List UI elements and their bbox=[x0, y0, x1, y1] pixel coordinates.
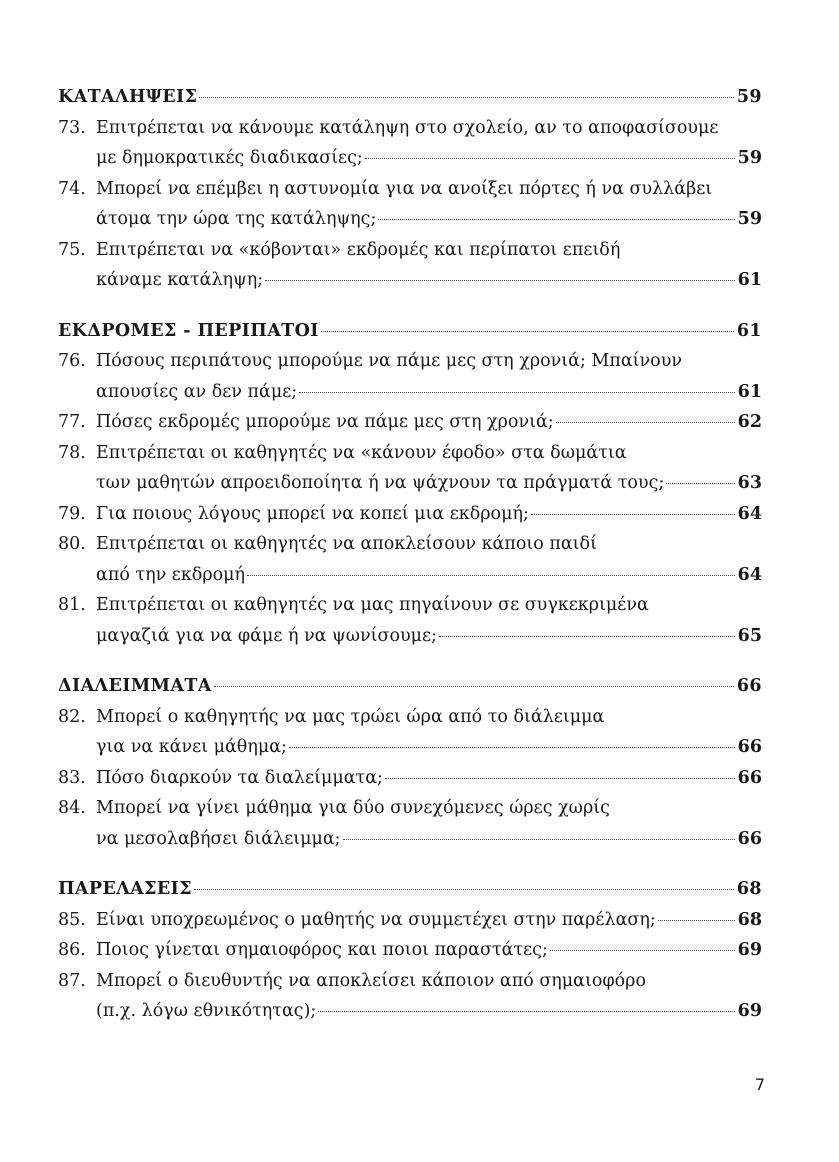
entry-number: 85. bbox=[58, 909, 86, 930]
entry-text: Επιτρέπεται να «κόβονται» εκδρομές και περίπατοι επειδή bbox=[96, 239, 621, 260]
entry-text: Μπορεί ο διευθυντής να αποκλείσει κάποιον από σημαιοφόρο bbox=[96, 970, 646, 991]
entry-text: Επιτρέπεται οι καθηγητές να «κάνουν έφοδο» στα δωμάτια bbox=[96, 442, 627, 463]
dot-leader bbox=[550, 950, 735, 951]
entry-page-number: 64 bbox=[737, 503, 762, 524]
dot-leader bbox=[343, 839, 735, 840]
section-page-number: 68 bbox=[736, 879, 762, 899]
entry-first-line bbox=[58, 590, 762, 621]
toc-entry bbox=[58, 763, 762, 794]
entry-text-continued: με δημοκρατικές διαδικασίες; bbox=[96, 148, 363, 168]
section-page-number: 61 bbox=[736, 320, 762, 341]
entry-line bbox=[58, 499, 762, 530]
entry-page-number: 63 bbox=[737, 473, 762, 493]
page-number: 7 bbox=[754, 1075, 765, 1094]
entry-first-line bbox=[58, 438, 762, 469]
entry-number: 87. bbox=[58, 970, 86, 991]
toc-entry bbox=[58, 590, 762, 651]
entry-last-line bbox=[58, 143, 762, 174]
dot-leader bbox=[378, 219, 734, 220]
dot-leader bbox=[321, 331, 734, 332]
toc-entry bbox=[58, 905, 762, 936]
table-of-contents bbox=[58, 82, 762, 1047]
entry-line bbox=[58, 905, 762, 936]
entry-number: 77. bbox=[58, 412, 86, 432]
entry-number: 82. bbox=[58, 706, 86, 727]
dot-leader bbox=[199, 97, 733, 98]
section-title: ΕΚΔΡΟΜΕΣ - ΠΕΡΙΠΑΤΟΙ bbox=[58, 320, 319, 341]
entry-text-continued: άτομα την ώρα της κατάληψης; bbox=[96, 209, 377, 229]
entry-text: Είναι υποχρεωμένος ο μαθητής να συμμετέχει στην παρέλαση; bbox=[96, 909, 656, 930]
entry-first-line bbox=[58, 235, 762, 266]
dot-leader bbox=[265, 280, 734, 281]
entry-number: 81. bbox=[58, 595, 86, 615]
section-heading bbox=[58, 671, 762, 702]
entry-text-continued: για να κάνει μάθημα; bbox=[96, 737, 287, 757]
section-title: ΔΙΑΛΕΙΜΜΑΤΑ bbox=[58, 676, 212, 696]
entry-text: Για ποιους λόγους μπορεί να κοπεί μια εκδρομή; bbox=[96, 503, 529, 524]
dot-leader bbox=[247, 575, 735, 576]
toc-entry bbox=[58, 702, 762, 763]
entry-number: 84. bbox=[58, 798, 86, 818]
toc-entry bbox=[58, 174, 762, 235]
entry-last-line bbox=[58, 204, 762, 235]
toc-entry bbox=[58, 966, 762, 1027]
entry-page-number: 66 bbox=[737, 767, 762, 788]
entry-page-number: 59 bbox=[737, 148, 762, 168]
entry-first-line bbox=[58, 966, 762, 997]
section-heading bbox=[58, 316, 762, 347]
toc-entry bbox=[58, 438, 762, 499]
entry-page-number: 69 bbox=[737, 1001, 762, 1021]
toc-entry bbox=[58, 529, 762, 590]
entry-text-continued: από την εκδρομή bbox=[96, 564, 246, 585]
entry-first-line bbox=[58, 702, 762, 733]
dot-leader bbox=[365, 158, 735, 159]
dot-leader bbox=[385, 778, 735, 779]
entry-page-number: 66 bbox=[737, 828, 762, 849]
entry-text: Μπορεί ο καθηγητής να μας τρώει ώρα από το διάλειμμα bbox=[96, 706, 605, 727]
entry-last-line bbox=[58, 824, 762, 855]
entry-text: Πόσο διαρκούν τα διαλείμματα; bbox=[96, 767, 383, 788]
entry-first-line bbox=[58, 793, 762, 824]
entry-page-number: 61 bbox=[737, 270, 762, 290]
entry-number: 73. bbox=[58, 117, 86, 138]
entry-number: 76. bbox=[58, 351, 86, 371]
entry-number: 79. bbox=[58, 503, 86, 524]
section-heading bbox=[58, 874, 762, 905]
section-title: ΠΑΡΕΛΑΣΕΙΣ bbox=[58, 879, 193, 899]
toc-section bbox=[58, 316, 762, 652]
toc-section bbox=[58, 874, 762, 1027]
entry-page-number: 69 bbox=[737, 940, 762, 960]
section-page-number: 59 bbox=[736, 87, 762, 107]
entry-number: 86. bbox=[58, 940, 86, 960]
dot-leader bbox=[531, 514, 735, 515]
entry-last-line bbox=[58, 377, 762, 408]
entry-page-number: 62 bbox=[737, 412, 762, 432]
entry-text: Επιτρέπεται να κάνουμε κατάληψη στο σχολείο, αν το αποφασίσουμε bbox=[96, 117, 719, 138]
entry-page-number: 68 bbox=[737, 909, 762, 930]
entry-text: Μπορεί να επέμβει η αστυνομία για να ανοίξει πόρτες ή να συλλάβει bbox=[96, 178, 713, 199]
entry-first-line bbox=[58, 529, 762, 560]
entry-last-line bbox=[58, 265, 762, 296]
toc-entry bbox=[58, 793, 762, 854]
toc-entry bbox=[58, 407, 762, 438]
entry-page-number: 66 bbox=[737, 737, 762, 757]
entry-first-line bbox=[58, 346, 762, 377]
entry-first-line bbox=[58, 174, 762, 205]
entry-number: 78. bbox=[58, 442, 86, 463]
dot-leader bbox=[318, 1011, 734, 1012]
toc-section bbox=[58, 82, 762, 296]
entry-line bbox=[58, 763, 762, 794]
section-title: ΚΑΤΑΛΗΨΕΙΣ bbox=[58, 87, 198, 107]
entry-text: Πόσους περιπάτους μπορούμε να πάμε μες στη χρονιά; Μπαίνουν bbox=[96, 351, 682, 371]
entry-last-line bbox=[58, 468, 762, 499]
dot-leader bbox=[289, 747, 735, 748]
dot-leader bbox=[194, 889, 734, 890]
entry-text-continued: μαγαζιά για να φάμε ή να ψωνίσουμε; bbox=[96, 625, 438, 646]
dot-leader bbox=[214, 686, 734, 687]
entry-page-number: 61 bbox=[737, 381, 762, 402]
entry-text-continued: των μαθητών απροειδοποίητα ή να ψάχνουν τα πράγματά τους; bbox=[96, 473, 665, 493]
entry-page-number: 64 bbox=[737, 564, 762, 585]
entry-text: Πόσες εκδρομές μπορούμε να πάμε μες στη χρονιά; bbox=[96, 412, 554, 432]
dot-leader bbox=[666, 483, 734, 484]
entry-last-line bbox=[58, 732, 762, 763]
section-heading bbox=[58, 82, 762, 113]
entry-text: Ποιος γίνεται σημαιοφόρος και ποιοι παραστάτες; bbox=[96, 940, 548, 960]
entry-text: Επιτρέπεται οι καθηγητές να μας πηγαίνουν σε συγκεκριμένα bbox=[96, 595, 649, 615]
entry-text: Επιτρέπεται οι καθηγητές να αποκλείσουν κάποιο παιδί bbox=[96, 534, 597, 554]
toc-entry bbox=[58, 113, 762, 174]
entry-number: 74. bbox=[58, 178, 86, 199]
entry-page-number: 59 bbox=[737, 209, 762, 229]
toc-entry bbox=[58, 346, 762, 407]
entry-text-continued: απουσίες αν δεν πάμε; bbox=[96, 381, 298, 402]
dot-leader bbox=[658, 920, 735, 921]
entry-number: 83. bbox=[58, 767, 86, 788]
entry-last-line bbox=[58, 996, 762, 1027]
toc-entry bbox=[58, 235, 762, 296]
dot-leader bbox=[299, 392, 734, 393]
entry-line bbox=[58, 935, 762, 966]
entry-page-number: 65 bbox=[737, 625, 762, 646]
entry-number: 75. bbox=[58, 239, 86, 260]
entry-text-continued: κάναμε κατάληψη; bbox=[96, 270, 264, 290]
entry-number: 80. bbox=[58, 534, 86, 554]
toc-entry bbox=[58, 935, 762, 966]
entry-last-line bbox=[58, 621, 762, 652]
section-page-number: 66 bbox=[736, 676, 762, 696]
toc-entry bbox=[58, 499, 762, 530]
entry-text-continued: να μεσολαβήσει διάλειμμα; bbox=[96, 828, 341, 849]
entry-first-line bbox=[58, 113, 762, 144]
toc-section bbox=[58, 671, 762, 854]
entry-line bbox=[58, 407, 762, 438]
dot-leader bbox=[439, 636, 735, 637]
entry-text-continued: (π.χ. λόγω εθνικότητας); bbox=[96, 1001, 317, 1021]
entry-last-line bbox=[58, 560, 762, 591]
entry-text: Μπορεί να γίνει μάθημα για δύο συνεχόμενες ώρες χωρίς bbox=[96, 798, 610, 818]
dot-leader bbox=[556, 422, 735, 423]
